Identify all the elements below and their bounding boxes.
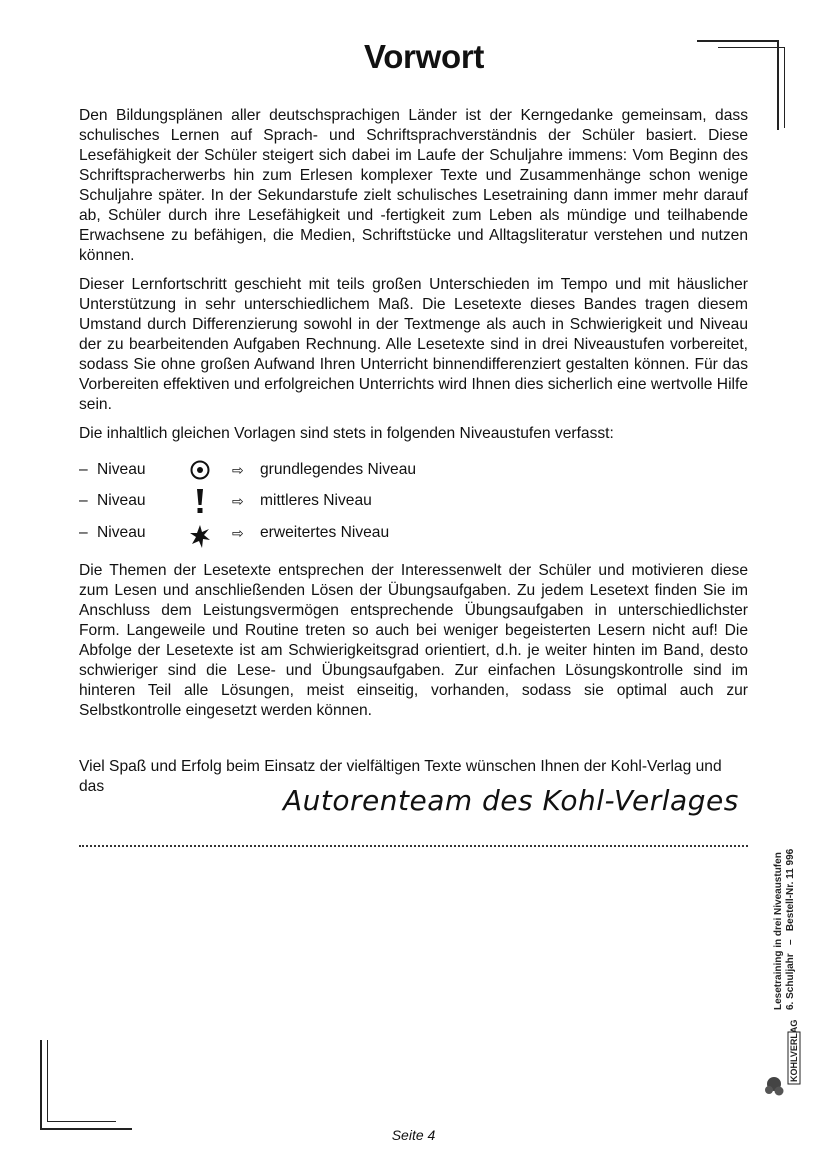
level-label: Niveau — [97, 460, 146, 478]
paragraph-closing: Viel Spaß und Erfolg beim Einsatz der vielfältigen Texte wünschen Ihnen der Kohl-Verlag und das — [79, 757, 722, 795]
level-row-advanced — [79, 517, 748, 549]
page-title: Vorwort — [363, 38, 485, 75]
level-row-basic — [79, 454, 748, 486]
side-order-number: 6. Schuljahr – Bestell-Nr. 11 996 — [785, 848, 796, 1010]
paragraph-2: Dieser Lernfortschritt geschieht mit teils großen Unterschieden im Tempo und mit häuslicher Unterstützung in sehr unterschiedlichem Maß. Die Lesetexte dieses Bandes tragen diesem Umstand durch Differenzierung sowohl in der Textmenge als auch in Schwierigkeit und Niveau der zu bearbeitenden Aufgaben Rechnung. Alle Lesetexte sind in drei Niveaustufen vorbereitet, sodass Sie ohne großen Aufwand Ihren Unterricht binnendifferenziert gestalten können. Für das Vorbereiten effektiven und erfolgreichen Unterrichts wird Ihnen dies sicherlich eine wertvolle Hilfe sein. — [79, 276, 748, 413]
main-content — [79, 106, 748, 806]
level-label: Niveau — [97, 523, 146, 541]
level-description: grundlegendes Niveau — [260, 460, 417, 478]
arrow-icon: ⇨ — [232, 493, 244, 510]
publisher-logo — [762, 1010, 802, 1098]
arrow-icon: ⇨ — [232, 461, 244, 478]
corner-decoration-bottom-left-inner — [47, 1040, 116, 1122]
level-label: Niveau — [97, 492, 146, 510]
level-description: mittleres Niveau — [260, 492, 372, 510]
arrow-icon: ⇨ — [232, 524, 244, 541]
level-row-medium — [79, 486, 748, 518]
paragraph-levels-intro: Die inhaltlich gleichen Vorlagen sind stets in folgenden Niveaustufen verfasst: — [79, 425, 614, 442]
paragraph-1: Den Bildungsplänen aller deutschsprachigen Länder ist der Kerngedanke gemeinsam, dass schulisches Lernen auf Sprach- und Schriftsprachverständnis der Schüler basiert. Diese Lesefähigkeit der Schüler steigert sich dabei im Laufe der Schuljahre immens: Vom Beginn des Schriftspracherwerbs hin zum Erlesen komplexer Texte und Zusammenhänge schon wenige Schuljahre später. In der Sekundarstufe zielt schulisches Lesetraining dann immer mehr darauf ab, Schüler durch ihre Lesefähigkeit und -fertigkeit zum Leben als mündige und teilhabende Erwachsene zu befähigen, die Medien, Schriftstücke und Alltagsliteratur verstehen und nutzen können. — [79, 107, 748, 264]
level-list — [79, 454, 748, 549]
logo-text: KOHLVERLAG — [789, 1019, 799, 1082]
page-number: Seite 4 — [391, 1127, 436, 1143]
level-dash: – — [79, 460, 88, 478]
divider — [79, 845, 748, 847]
exclamation-icon — [167, 488, 232, 514]
side-title: Lesetraining in drei Niveaustufen — [773, 852, 784, 1010]
level-dash: – — [79, 492, 88, 510]
level-description: erweitertes Niveau — [260, 523, 390, 541]
circle-dot-icon — [167, 459, 232, 481]
star-icon — [167, 516, 232, 550]
paragraph-3: Die Themen der Lesetexte entsprechen der Interessenwelt der Schüler und motivieren diese zum Lesen und anschließenden Lösen der Übungsaufgaben. Zu jedem Lesetext finden Sie im Anschluss dem Leistungsvermögen entsprechende Übungsaufgaben in unterschiedlichster Form. Langeweile und Routine treten so auch bei weniger begeisterten Lesern nicht auf! Die Abfolge der Lesetexte ist am Schwierigkeitsgrad orientiert, d.h. je weiter hinten im Band, desto schwieriger sind die Lese- und Übungsaufgaben. Zur einfachen Lösungskontrolle sind im hinteren Teil alle Lösungen, meist einseitig, vorhanden, sodass sie optimal auch zur Selbstkontrolle eingesetzt werden können. — [79, 561, 748, 719]
signature: Autorenteam des Kohl-Verlages — [283, 784, 739, 817]
level-dash: – — [79, 523, 88, 541]
side-publication-info — [773, 849, 797, 1010]
